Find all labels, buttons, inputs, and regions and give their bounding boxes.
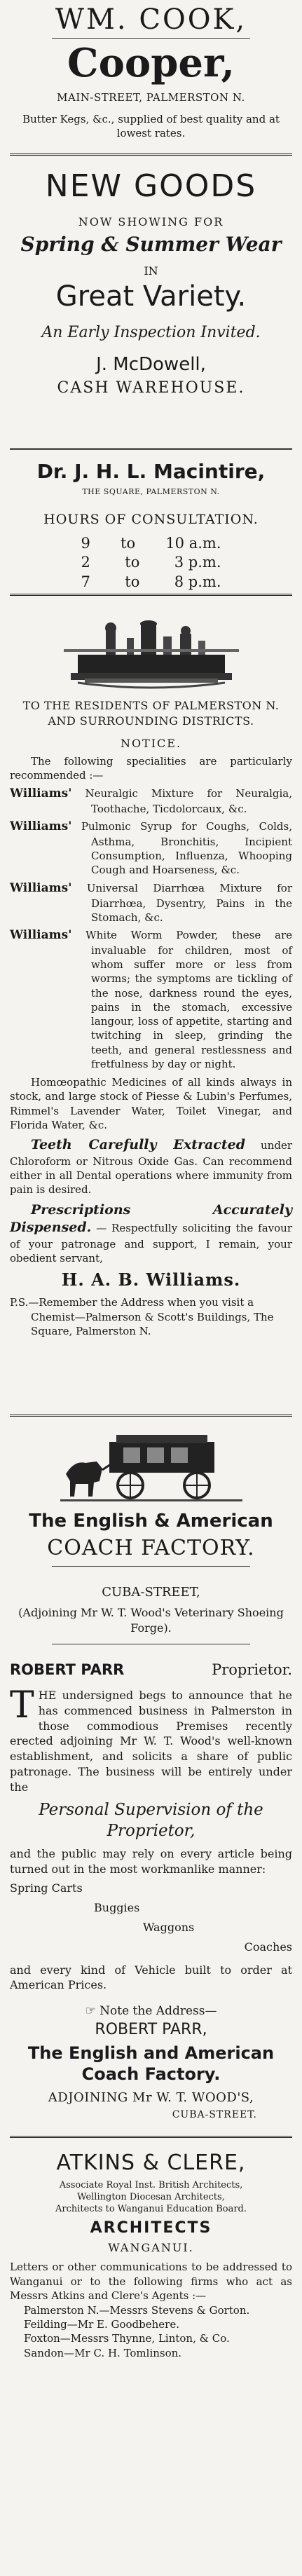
hours-sep: to (121, 535, 136, 552)
adjoining-2: ADJOINING Mr W. T. WOOD'S, (48, 2090, 254, 2106)
atkins-name: ATKINS & CLERE, (56, 2151, 246, 2175)
coach-adjoining: (Adjoining Mr W. T. Wood's Veterinary Shoeing Forge). (18, 1606, 284, 1635)
proprietor-name-2: ROBERT PARR, (95, 2021, 207, 2039)
vehicle-item: Spring Carts (10, 1881, 83, 1895)
supervision-text: Personal Supervision of the Proprietor, (39, 1801, 263, 1841)
homeopathic-text: Homœopathic Medicines of all kinds always in stock, and large stock of Piesse & Lubin's Perfumes, Rimmel's Lavender Water, Toilet Vinegar, and Florida Water, &c. (10, 1076, 292, 1131)
agent-item: Foxton—Messrs Thynne, Linton, & Co. (24, 2332, 230, 2345)
doctor-address: THE SQUARE, PALMERSTON N. (82, 487, 220, 496)
cook-name: WM. COOK, (55, 4, 247, 36)
coach-subtitle: COACH FACTORY. (47, 1536, 255, 1560)
business-name: The English and American Coach Factory. (27, 2043, 275, 2085)
season-text: Spring & Summer Wear (20, 233, 282, 256)
atkins-advert (10, 2138, 292, 2366)
product-text: Pulmonic Syrup for Coughs, Colds, Asthma, Bronchitis, Incipient Consumption, Influenza, Whooping Cough and Hoarseness, &c. (81, 819, 292, 877)
product-item (10, 927, 292, 1071)
hours-from: 7 (81, 573, 90, 590)
product-item (10, 786, 292, 816)
new-goods-heading: NEW GOODS (45, 168, 257, 204)
agent-item: Palmerston N.—Messrs Stevens & Gorton. (24, 2303, 250, 2317)
coach-title: The English & American (29, 1511, 273, 1532)
hours-to: 8 p.m. (174, 573, 221, 590)
coach-street: CUBA-STREET, (102, 1585, 200, 1600)
prescriptions-text: — Respectfully soliciting the favour of your patronage and support, I remain, your obedient servant, (10, 1222, 292, 1265)
divider (52, 38, 250, 39)
doctor-name: Dr. J. H. L. Macintire, (36, 460, 266, 483)
prescriptions-paragraph (10, 1201, 292, 1266)
agent-list (10, 2303, 292, 2361)
drop-cap: T (10, 1684, 34, 1727)
product-text: White Worm Powder, these are invaluable for children, most of whom suffer more or less from worms; the symptoms are tickling of the nose, darkness round the eyes, pains in the stomach, excessive langour, loss of appetite, starting and twitching in sleep, grinding the teeth, and general restlessness and fretfulness by day or night. (85, 929, 292, 1070)
vehicle-item: Coaches (244, 1940, 292, 1954)
vehicle-item: Buggies (94, 1900, 140, 1914)
coach-illustration (60, 1429, 242, 1504)
notice-heading: NOTICE. (120, 737, 182, 751)
product-brand: Williams' (10, 786, 72, 800)
macintire-advert (10, 450, 292, 596)
inspection-text: An Early Inspection Invited. (41, 324, 261, 341)
chemist-shop-illustration (64, 606, 239, 694)
coach-body-2: and the public may rely on every article being turned out in the most workmanlike manner: (10, 1847, 292, 1876)
coach-body-text: HE undersigned begs to announce that he has commenced business in Palmerston in those commodious Premises recently erected adjoining Mr W. T. Wood's well-known establishment, and solicits a share of public patronage. The business will be entirely under the (10, 1689, 292, 1794)
proprietor-role: Proprietor. (212, 1661, 292, 1679)
williams-ps: P.S.—Remember the Address when you visit a Chemist—Palmerson & Scott's Buildings, The Square, Palmerston N. (10, 1296, 274, 1337)
hours-title: HOURS OF CONSULTATION. (43, 512, 259, 527)
intro-text: The following specialities are particularly recommended :— (10, 755, 292, 782)
now-showing-text: NOW SHOWING FOR (78, 215, 224, 229)
product-item (10, 819, 292, 878)
cuba-street: CUBA-STREET. (172, 2109, 257, 2121)
hours-sep: to (125, 573, 140, 590)
credential-line: Architects to Wanganui Education Board. (55, 2204, 247, 2215)
credential-line: Wellington Diocesan Architects, (77, 2192, 225, 2203)
vehicle-item: Waggons (143, 1920, 195, 1934)
atkins-credentials (10, 2179, 292, 2215)
agent-item: Sandon—Mr C. H. Tomlinson. (24, 2346, 182, 2359)
divider (52, 1566, 250, 1567)
coach-body (10, 1684, 292, 1794)
cook-address: MAIN-STREET, PALMERSTON N. (57, 90, 245, 104)
proprietor-name: ROBERT PARR (10, 1661, 125, 1679)
hours-list (81, 534, 221, 592)
in-text: IN (144, 264, 158, 278)
product-brand: Williams' (10, 819, 72, 833)
hours-to: 3 p.m. (174, 554, 221, 571)
every-kind-text: and every kind of Vehicle built to order at American Prices. (10, 1963, 292, 1992)
hours-sep: to (125, 554, 140, 571)
hours-row (81, 553, 221, 572)
cash-warehouse: CASH WAREHOUSE. (57, 379, 245, 397)
atkins-town: WANGANUI. (108, 2241, 194, 2255)
coach-factory-advert (10, 1415, 292, 2138)
product-brand: Williams' (10, 880, 72, 895)
hours-to: 10 a.m. (165, 535, 221, 552)
product-text: Universal Diarrhœa Mixture for Diarrhœa, Dysentry, Pains in the Stomach, &c. (86, 881, 292, 924)
agent-item: Feilding—Mr E. Goodbehere. (24, 2318, 179, 2331)
cook-trade: Cooper, (67, 40, 235, 86)
teeth-paragraph (10, 1136, 292, 1197)
product-text: Neuralgic Mixture for Neuralgia, Toothache, Ticdolorcaux, &c. (85, 786, 292, 815)
to-residents: TO THE RESIDENTS OF PALMERSTON N. AND SURROUNDING DISTRICTS. (22, 699, 280, 728)
atkins-body: Letters or other communications to be addressed to Wanganui or to the following firms who act as Messrs Atkins and Clere's Agents :— (10, 2261, 292, 2303)
architects-heading: ARCHITECTS (90, 2219, 212, 2237)
prescriptions-heading: Prescriptions Accurately Dispensed. (10, 1201, 292, 1236)
product-brand: Williams' (10, 928, 72, 942)
hours-row (81, 534, 221, 553)
credential-line: Associate Royal Inst. British Architects, (59, 2180, 243, 2190)
mcdowell-name: J. McDowell, (96, 354, 206, 375)
mcdowell-advert (10, 156, 292, 450)
teeth-heading: Teeth Carefully Extracted (31, 1137, 246, 1153)
williams-advert (10, 596, 292, 1415)
product-item (10, 880, 292, 925)
hours-from: 9 (81, 535, 90, 552)
williams-signature: H. A. B. Williams. (61, 1269, 241, 1290)
teeth-text: under Chloroform or Nitrous Oxide Gas. Can recommend either in all Dental operations where immunity from pain is desired. (10, 1139, 292, 1197)
vehicle-list (10, 1880, 292, 1963)
hours-row (81, 573, 221, 592)
note-address: ☞ Note the Address— (85, 2004, 217, 2019)
cook-note: Butter Kegs, &c., supplied of best quality and at lowest rates. (22, 112, 280, 140)
proprietor-line (10, 1661, 292, 1678)
cook-advert (10, 0, 292, 156)
variety-text: Great Variety. (55, 280, 247, 313)
hours-from: 2 (81, 554, 90, 571)
